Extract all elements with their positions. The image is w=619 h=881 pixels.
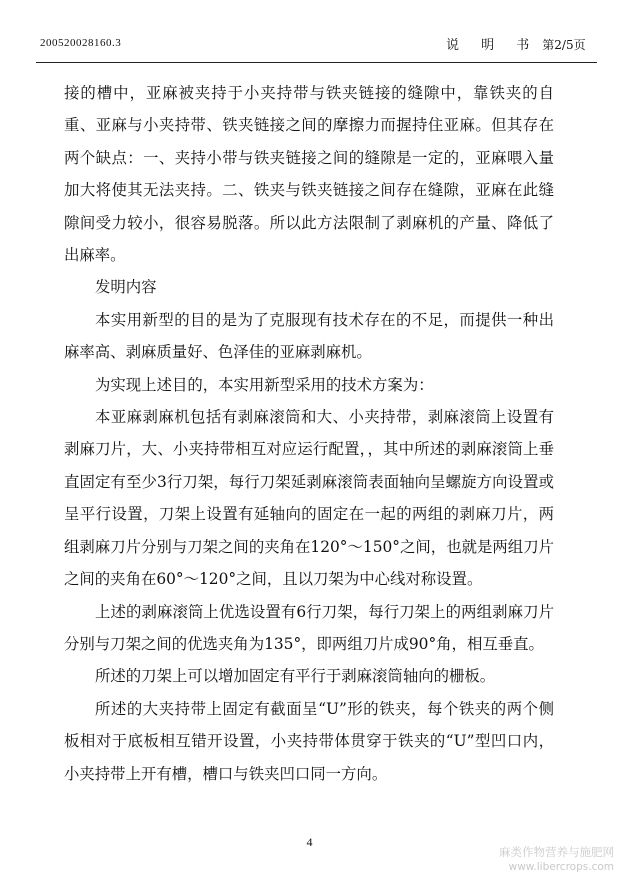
paragraph-u-clamp: 所述的大夹持带上固定有截面呈“U”形的铁夹，每个铁夹的两个侧板相对于底板相互错开设置，小夹持带体贯穿于铁夹的“U”型凹口内，小夹持带上开有槽，槽口与铁夹凹口同一方向。 bbox=[64, 699, 554, 783]
paragraph-grid-plate: 所述的刀架上可以增加固定有平行于剥麻滚筒轴向的栅板。 bbox=[95, 667, 496, 686]
page-number: 4 bbox=[306, 835, 313, 849]
header-divider bbox=[36, 62, 597, 63]
page-info: 第2/5页 bbox=[542, 38, 586, 52]
document-body bbox=[64, 77, 554, 790]
site-watermark bbox=[496, 845, 614, 875]
paragraph-machine-structure: 本亚麻剥麻机包括有剥麻滚筒和大、小夹持带，剥麻滚筒上设置有剥麻刀片，大、小夹持带相互对应运行配置，，其中所述的剥麻滚筒上垂直固定有至少3行刀架，每行刀架延剥麻滚筒表面轴向呈螺旋方向设置或呈平行设置，刀架上设置有延轴向的固定在一起的两组的剥麻刀片，两组剥麻刀片分别与刀架之间的夹角在120°～150°之间，也就是两组刀片之间的夹角在60°～120°之间，且以刀架为中心线对称设置。 bbox=[64, 408, 554, 589]
header-right-group bbox=[446, 34, 586, 53]
watermark-site-name: 麻类作物营养与施肥网 bbox=[499, 845, 614, 859]
application-number: 200520028160.3 bbox=[40, 37, 122, 49]
page-header bbox=[0, 0, 619, 70]
section-heading-invention-content: 发明内容 bbox=[95, 278, 157, 297]
paragraph-preferred-angle: 上述的剥麻滚筒上优选设置有6行刀架，每行刀架上的两组剥麻刀片分别与刀架之间的优选夹角为135°，即两组刀片成90°角，相互垂直。 bbox=[64, 602, 554, 653]
paragraph-continuation: 接的槽中，亚麻被夹持于小夹持带与铁夹链接的缝隙中，靠铁夹的自重、亚麻与小夹持带、铁夹链接之间的摩擦力而握持住亚麻。但其存在两个缺点：一、夹持小带与铁夹链接之间的缝隙是一定的，亚麻喂入量加大将使其无法夹持。二、铁夹与铁夹链接之间存在缝隙，亚麻在此缝隙间受力较小，很容易脱落。所以此方法限制了剥麻机的产量、降低了出麻率。 bbox=[64, 84, 554, 265]
paragraph-technical-scheme-intro: 为实现上述目的，本实用新型采用的技术方案为： bbox=[95, 375, 434, 394]
document-title: 说 明 书 bbox=[446, 38, 539, 53]
paragraph-purpose: 本实用新型的目的是为了克服现有技术存在的不足，而提供一种出麻率高、剥麻质量好、色泽佳的亚麻剥麻机。 bbox=[64, 310, 554, 362]
watermark-url: www.libercrops.com bbox=[508, 861, 614, 873]
